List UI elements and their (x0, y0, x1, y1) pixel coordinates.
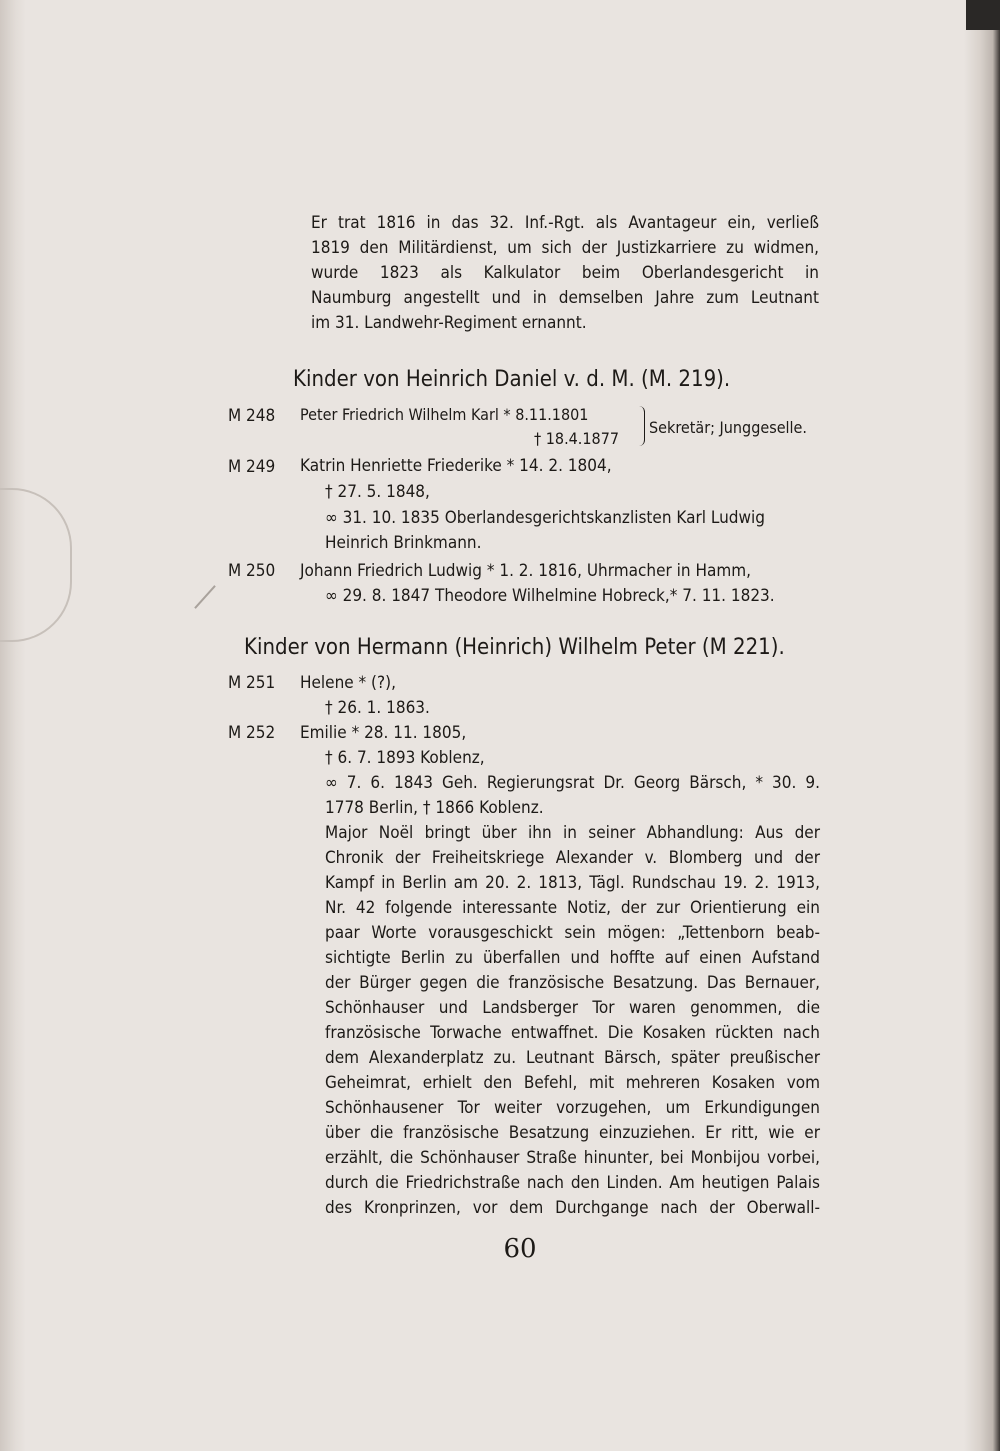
brace-mark (638, 406, 645, 446)
paragraph-line: sichtigte Berlin zu überfallen und hoffte auf einen Aufstand (325, 948, 820, 968)
paragraph-line: durch die Friedrichstraße nach den Linden. Am heutigen Palais (325, 1173, 820, 1193)
intro-line: Naumburg angestellt und in demselben Jahre zum Leutnant (311, 288, 819, 308)
intro-line: wurde 1823 als Kalkulator beim Oberlandesgericht in (311, 263, 819, 283)
entry-line: ∞ 7. 6. 1843 Geh. Regierungsrat Dr. Georg Bärsch, * 30. 9. (325, 773, 820, 793)
page-number: 60 (503, 1234, 537, 1264)
paragraph-line: Chronik der Freiheitskriege Alexander v. Blomberg und der (325, 848, 820, 868)
entry-id: M 248 (228, 406, 276, 426)
page-edge-shadow (964, 0, 1000, 1451)
pencil-mark (194, 585, 216, 609)
paragraph-line: Schönhauser und Landsberger Tor waren genommen, die (325, 998, 820, 1018)
paragraph-line: Geheimrat, erhielt den Befehl, mit mehreren Kosaken vom (325, 1073, 820, 1093)
entry-line: 1778 Berlin, † 1866 Koblenz. (325, 798, 544, 818)
paper-clip-mark (0, 488, 72, 642)
entry-id: M 251 (228, 673, 276, 693)
paragraph-line: des Kronprinzen, vor dem Durchgange nach der Oberwall- (325, 1198, 820, 1218)
paragraph-line: paar Worte vorausgeschickt sein mögen: „Tettenborn beab- (325, 923, 820, 943)
entry-id: M 252 (228, 723, 276, 743)
entry-line: Katrin Henriette Friederike * 14. 2. 1804, (300, 456, 612, 476)
paragraph-line: der Bürger gegen die französische Besatzung. Das Bernauer, (325, 973, 820, 993)
intro-line: 1819 den Militärdienst, um sich der Justizkarriere zu widmen, (311, 238, 819, 258)
paragraph-line: erzählt, die Schönhauser Straße hinunter, bei Monbijou vorbei, (325, 1148, 820, 1168)
entry-line: Peter Friedrich Wilhelm Karl * 8.11.1801 (300, 405, 589, 424)
entry-line: † 27. 5. 1848, (325, 482, 430, 502)
intro-line: im 31. Landwehr-Regiment ernannt. (311, 313, 587, 333)
paragraph-line: dem Alexanderplatz zu. Leutnant Bärsch, später preußischer (325, 1048, 820, 1068)
entry-line: † 6. 7. 1893 Koblenz, (325, 748, 485, 768)
paragraph-line: Kampf in Berlin am 20. 2. 1813, Tägl. Rundschau 19. 2. 1913, (325, 873, 820, 893)
background-corner (966, 0, 1000, 30)
section-heading-hermann-wilhelm: Kinder von Hermann (Heinrich) Wilhelm Peter (M 221). (244, 635, 785, 660)
entry-side-note: Sekretär; Junggeselle. (649, 418, 807, 437)
paragraph-line: französische Torwache entwaffnet. Die Kosaken rückten nach (325, 1023, 820, 1043)
paragraph-line: Nr. 42 folgende interessante Notiz, der zur Orientierung ein (325, 898, 820, 918)
entry-line: Helene * (?), (300, 673, 396, 693)
entry-line: † 18.4.1877 (534, 429, 619, 448)
intro-line: Er trat 1816 in das 32. Inf.-Rgt. als Avantageur ein, verließ (311, 213, 819, 233)
entry-line: Johann Friedrich Ludwig * 1. 2. 1816, Uhrmacher in Hamm, (300, 561, 751, 581)
entry-line: ∞ 31. 10. 1835 Oberlandesgerichtskanzlisten Karl Ludwig (325, 508, 765, 528)
paragraph-line: Schönhausener Tor weiter vorzugehen, um Erkundigungen (325, 1098, 820, 1118)
paragraph-line: über die französische Besatzung einzuziehen. Er ritt, wie er (325, 1123, 820, 1143)
entry-line: Heinrich Brinkmann. (325, 533, 482, 553)
entry-line: Emilie * 28. 11. 1805, (300, 723, 467, 743)
section-heading-heinrich-daniel: Kinder von Heinrich Daniel v. d. M. (M. 219). (293, 367, 731, 392)
entry-line: ∞ 29. 8. 1847 Theodore Wilhelmine Hobreck,* 7. 11. 1823. (325, 586, 775, 606)
book-spine-shadow (0, 0, 26, 1451)
entry-id: M 250 (228, 561, 276, 581)
paragraph-line: Major Noël bringt über ihn in seiner Abhandlung: Aus der (325, 823, 820, 843)
entry-line: † 26. 1. 1863. (325, 698, 430, 718)
entry-id: M 249 (228, 457, 276, 477)
